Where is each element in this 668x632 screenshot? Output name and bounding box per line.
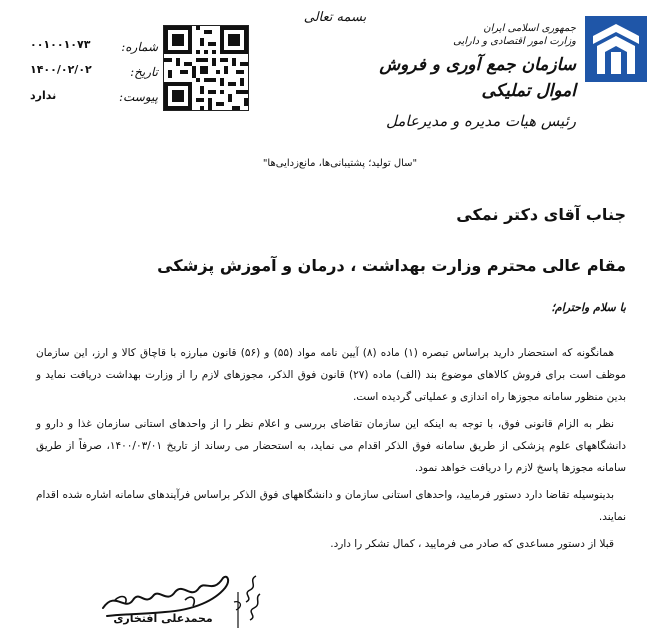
attachment-label: پیوست: [118,90,158,104]
body-paragraph-2: نظر به الزام قانونی فوق، با توجه به اینکه این سازمان تقاضای بررسی و اعلام نظر را از واحدهای استانی سازمان غذا و دارو و دانشگاههای علوم پزشکی از طریق سامانه فوق الذکر اقدام می نماید، به استحضار می رساند از تاریخ ۱۴۰۰/۰۳/۰۱، صرفاً از طریق سامانه مجوزها پاسخ لازم را دریافت خواهد نمود. [36,418,626,474]
sender-position: رئیس هیات مدیره و مدیرعامل [385,112,576,130]
recipient-name: جناب آقای دکتر نمکی [456,205,626,224]
body-paragraph-1: همانگونه که استحضار دارید براساس تبصره (۱) ماده (۸) آیین نامه مواد (۵۵) و (۵۶) قانون مبارزه با قاچاق کالا و ارز، این سازمان موظف است برای فروش کالاهای موضوع بند (الف) ماده (۲۷) قانون فوق الذکر، مجوزهای لازم را از وزارت بهداشت دریافت نماید و بدین منظور سامانه مجوزها راه اندازی و عملیاتی گردیده است. [36,347,626,403]
attachment-value: ندارد [30,89,57,102]
letter-date: ۱۴۰۰/۰۲/۰۲ [30,63,92,76]
year-slogan: "سال تولید؛ پشتیبانی‌ها، مانع‌زدایی‌ها" [262,158,418,169]
qr-code-icon [163,25,249,111]
country-name: جمهوری اسلامی ایران [483,23,576,34]
number-label: شماره: [121,40,158,54]
recipient-title: مقام عالی محترم وزارت بهداشت ، درمان و آموزش پزشکی [157,256,626,275]
greeting: با سلام واحترام؛ [551,301,626,314]
body-paragraph-4: قبلا از دستور مساعدی که صادر می فرمایید ، کمال تشکر را دارد. [330,538,614,550]
organization-name: سازمان جمع آوری و فروش اموال تملیکی [379,55,576,101]
date-label: تاریخ: [130,65,158,79]
ministry-name: وزارت امور اقتصادی و دارایی [453,36,576,47]
letter-number: ۰۰۱۰۰۱۰۷۳ [30,38,91,51]
organization-header [356,22,576,132]
body-paragraph-3: بدینوسیله تقاضا دارد دستور فرمایید، واحدهای استانی سازمان و دانشگاههای فوق الذکر براساس فرآیندهای سامانه اشاره شده اقدام نمایند. [36,489,626,523]
signer-name: محمدعلی افتخاری [113,612,213,625]
handwritten-initials-icon [228,572,268,630]
besmellah: بسمه تعالی [303,10,367,25]
organization-logo-icon [583,14,649,84]
